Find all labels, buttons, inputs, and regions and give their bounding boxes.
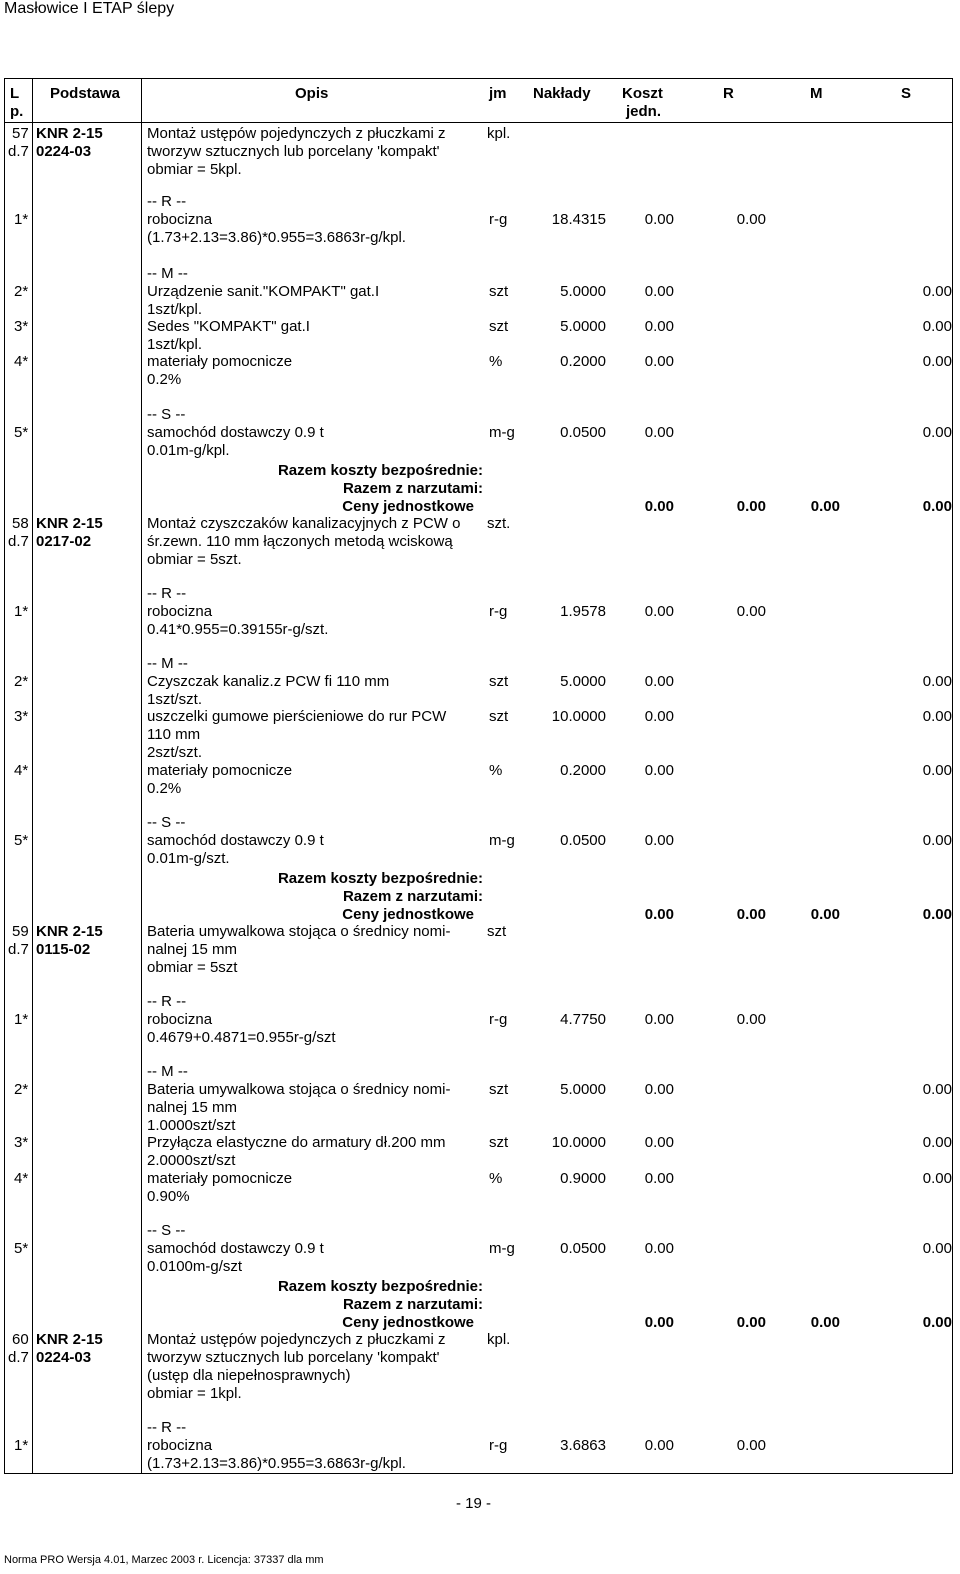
position-description: tworzyw sztucznych lub porcelany 'kompakt' bbox=[147, 1349, 440, 1366]
item-unit-cost: 0.00 bbox=[644, 424, 674, 441]
position-description: obmiar = 5szt bbox=[147, 959, 238, 976]
knr-number: 0115-02 bbox=[36, 941, 91, 958]
item-lp: 2* bbox=[14, 283, 29, 300]
item-value: 0.00 bbox=[922, 832, 952, 849]
position-ref: d.7 bbox=[8, 143, 29, 160]
item-value: 0.00 bbox=[922, 1170, 952, 1187]
item-lp: 5* bbox=[14, 424, 29, 441]
item-unit-cost: 0.00 bbox=[644, 673, 674, 690]
item-unit: % bbox=[489, 353, 503, 370]
item-unit: % bbox=[489, 1170, 503, 1187]
item-description: robocizna bbox=[147, 1437, 213, 1454]
item-description: 0.4679+0.4871=0.955r-g/szt bbox=[147, 1029, 336, 1046]
document-title: Masłowice I ETAP ślepy bbox=[4, 0, 175, 17]
item-unit: m-g bbox=[489, 1240, 515, 1257]
item-unit: m-g bbox=[489, 424, 515, 441]
item-value: 0.00 bbox=[922, 424, 952, 441]
item-quantity: 3.6863 bbox=[560, 1437, 606, 1454]
item-quantity: 5.0000 bbox=[560, 673, 606, 690]
item-description: samochód dostawczy 0.9 t bbox=[147, 424, 324, 441]
item-value: 0.00 bbox=[736, 1011, 766, 1028]
item-value: 0.00 bbox=[922, 1134, 952, 1151]
item-description: samochód dostawczy 0.9 t bbox=[147, 832, 324, 849]
position-number: 60 bbox=[12, 1331, 29, 1348]
position-ref: d.7 bbox=[8, 1349, 29, 1366]
item-description: Przyłącza elastyczne do armatury dł.200 mm bbox=[147, 1134, 446, 1151]
item-unit: r-g bbox=[489, 603, 508, 620]
item-value: 0.00 bbox=[922, 318, 952, 335]
knr-code: KNR 2-15 bbox=[36, 515, 103, 532]
item-description: Urządzenie sanit."KOMPAKT" gat.I bbox=[147, 283, 380, 300]
item-description: uszczelki gumowe pierścieniowe do rur PCW bbox=[147, 708, 447, 725]
position-ref: d.7 bbox=[8, 941, 29, 958]
item-description: 0.2% bbox=[147, 371, 182, 388]
summary-unit-prices: Ceny jednostkowe bbox=[342, 906, 474, 923]
item-description: Sedes "KOMPAKT" gat.I bbox=[147, 318, 310, 335]
section-marker-m: -- M -- bbox=[147, 655, 188, 672]
position-number: 58 bbox=[12, 515, 29, 532]
item-value: 0.00 bbox=[922, 1240, 952, 1257]
item-description: Bateria umywalkowa stojąca o średnicy nomi- bbox=[147, 1081, 451, 1098]
item-unit: szt bbox=[489, 283, 509, 300]
item-unit-cost: 0.00 bbox=[644, 211, 674, 228]
item-unit: szt bbox=[489, 1134, 509, 1151]
unit-price-value: 0.00 bbox=[810, 498, 840, 515]
item-value: 0.00 bbox=[736, 603, 766, 620]
page-number: - 19 - bbox=[456, 1495, 492, 1512]
item-lp: 1* bbox=[14, 211, 29, 228]
item-quantity: 5.0000 bbox=[560, 1081, 606, 1098]
item-unit-cost: 0.00 bbox=[644, 1437, 674, 1454]
position-ref: d.7 bbox=[8, 533, 29, 550]
item-lp: 1* bbox=[14, 1437, 29, 1454]
item-description: robocizna bbox=[147, 603, 213, 620]
item-lp: 3* bbox=[14, 1134, 29, 1151]
position-unit: kpl. bbox=[487, 125, 511, 142]
section-marker-s: -- S -- bbox=[147, 1222, 186, 1239]
item-unit-cost: 0.00 bbox=[644, 1081, 674, 1098]
item-quantity: 0.2000 bbox=[560, 353, 606, 370]
item-lp: 3* bbox=[14, 318, 29, 335]
knr-code: KNR 2-15 bbox=[36, 923, 103, 940]
section-marker-r: -- R -- bbox=[147, 993, 187, 1010]
item-quantity: 10.0000 bbox=[551, 708, 606, 725]
position-unit: szt bbox=[487, 923, 507, 940]
item-description: materiały pomocnicze bbox=[147, 762, 293, 779]
summary-unit-prices: Ceny jednostkowe bbox=[342, 1314, 474, 1331]
unit-price-value: 0.00 bbox=[810, 1314, 840, 1331]
summary-direct-costs: Razem koszty bezpośrednie: bbox=[277, 462, 483, 479]
item-unit: szt bbox=[489, 708, 509, 725]
item-unit-cost: 0.00 bbox=[644, 318, 674, 335]
item-description: materiały pomocnicze bbox=[147, 353, 293, 370]
item-description: 0.01m-g/kpl. bbox=[147, 442, 230, 459]
unit-price-value: 0.00 bbox=[644, 498, 674, 515]
section-marker-s: -- S -- bbox=[147, 814, 186, 831]
section-marker-m: -- M -- bbox=[147, 1063, 188, 1080]
item-lp: 5* bbox=[14, 1240, 29, 1257]
item-value: 0.00 bbox=[736, 211, 766, 228]
item-unit-cost: 0.00 bbox=[644, 1170, 674, 1187]
item-description: 2.0000szt/szt bbox=[147, 1152, 236, 1169]
summary-unit-prices: Ceny jednostkowe bbox=[342, 498, 474, 515]
position-description: obmiar = 1kpl. bbox=[147, 1385, 242, 1402]
item-lp: 1* bbox=[14, 603, 29, 620]
item-unit-cost: 0.00 bbox=[644, 1011, 674, 1028]
section-marker-r: -- R -- bbox=[147, 1419, 187, 1436]
item-unit: r-g bbox=[489, 1437, 508, 1454]
item-unit-cost: 0.00 bbox=[644, 708, 674, 725]
item-description: 1szt/kpl. bbox=[147, 336, 203, 353]
item-unit-cost: 0.00 bbox=[644, 1134, 674, 1151]
item-description: 1.0000szt/szt bbox=[147, 1117, 236, 1134]
item-description: 1szt/kpl. bbox=[147, 301, 203, 318]
unit-price-value: 0.00 bbox=[644, 1314, 674, 1331]
position-description: obmiar = 5szt. bbox=[147, 551, 242, 568]
item-lp: 3* bbox=[14, 708, 29, 725]
item-lp: 1* bbox=[14, 1011, 29, 1028]
item-description: 0.90% bbox=[147, 1188, 190, 1205]
position-description: (ustęp dla niepełnosprawnych) bbox=[147, 1367, 351, 1384]
item-quantity: 0.2000 bbox=[560, 762, 606, 779]
item-quantity: 0.0500 bbox=[560, 1240, 606, 1257]
position-description: tworzyw sztucznych lub porcelany 'kompakt' bbox=[147, 143, 440, 160]
item-description: materiały pomocnicze bbox=[147, 1170, 293, 1187]
item-value: 0.00 bbox=[922, 762, 952, 779]
item-description: (1.73+2.13=3.86)*0.955=3.6863r-g/kpl. bbox=[147, 229, 406, 246]
item-description: robocizna bbox=[147, 211, 213, 228]
summary-direct-costs: Razem koszty bezpośrednie: bbox=[277, 1278, 483, 1295]
summary-with-markup: Razem z narzutami: bbox=[342, 888, 483, 905]
unit-price-value: 0.00 bbox=[922, 1314, 952, 1331]
item-quantity: 0.0500 bbox=[560, 832, 606, 849]
position-description: śr.zewn. 110 mm łączonych metodą wciskową bbox=[147, 533, 453, 550]
item-unit-cost: 0.00 bbox=[644, 283, 674, 300]
item-unit-cost: 0.00 bbox=[644, 762, 674, 779]
section-marker-r: -- R -- bbox=[147, 585, 187, 602]
section-marker-m: -- M -- bbox=[147, 265, 188, 282]
item-quantity: 0.9000 bbox=[560, 1170, 606, 1187]
unit-price-value: 0.00 bbox=[922, 498, 952, 515]
item-description: 1szt/szt. bbox=[147, 691, 203, 708]
unit-price-value: 0.00 bbox=[736, 1314, 766, 1331]
item-value: 0.00 bbox=[736, 1437, 766, 1454]
footer-license: Norma PRO Wersja 4.01, Marzec 2003 r. Licencja: 37337 dla mm bbox=[4, 1554, 324, 1566]
unit-price-value: 0.00 bbox=[922, 906, 952, 923]
item-lp: 4* bbox=[14, 1170, 29, 1187]
unit-price-value: 0.00 bbox=[736, 498, 766, 515]
item-lp: 2* bbox=[14, 673, 29, 690]
section-marker-r: -- R -- bbox=[147, 193, 187, 210]
position-number: 59 bbox=[12, 923, 29, 940]
position-number: 57 bbox=[12, 125, 29, 142]
item-description: 0.41*0.955=0.39155r-g/szt. bbox=[147, 621, 329, 638]
position-description: nalnej 15 mm bbox=[147, 941, 238, 958]
unit-price-value: 0.00 bbox=[810, 906, 840, 923]
item-lp: 2* bbox=[14, 1081, 29, 1098]
item-description: nalnej 15 mm bbox=[147, 1099, 238, 1116]
item-unit: szt bbox=[489, 1081, 509, 1098]
item-description: Czyszczak kanaliz.z PCW fi 110 mm bbox=[147, 673, 390, 690]
unit-price-value: 0.00 bbox=[736, 906, 766, 923]
knr-number: 0217-02 bbox=[36, 533, 92, 550]
position-description: Montaż ustępów pojedynczych z płuczkami z bbox=[147, 1331, 446, 1348]
item-value: 0.00 bbox=[922, 673, 952, 690]
item-quantity: 18.4315 bbox=[551, 211, 606, 228]
item-value: 0.00 bbox=[922, 1081, 952, 1098]
summary-direct-costs: Razem koszty bezpośrednie: bbox=[277, 870, 483, 887]
item-unit-cost: 0.00 bbox=[644, 832, 674, 849]
item-unit: szt bbox=[489, 318, 509, 335]
position-description: obmiar = 5kpl. bbox=[147, 161, 242, 178]
item-description: 110 mm bbox=[147, 726, 201, 743]
section-marker-s: -- S -- bbox=[147, 406, 186, 423]
knr-number: 0224-03 bbox=[36, 1349, 92, 1366]
knr-number: 0224-03 bbox=[36, 143, 92, 160]
item-unit: m-g bbox=[489, 832, 515, 849]
item-description: samochód dostawczy 0.9 t bbox=[147, 1240, 324, 1257]
item-value: 0.00 bbox=[922, 353, 952, 370]
item-quantity: 1.9578 bbox=[560, 603, 606, 620]
unit-price-value: 0.00 bbox=[644, 906, 674, 923]
summary-with-markup: Razem z narzutami: bbox=[342, 1296, 483, 1313]
position-unit: szt. bbox=[487, 515, 511, 532]
item-description: 0.01m-g/szt. bbox=[147, 850, 230, 867]
item-unit: r-g bbox=[489, 211, 508, 228]
item-description: robocizna bbox=[147, 1011, 213, 1028]
item-description: 0.0100m-g/szt bbox=[147, 1258, 243, 1275]
item-quantity: 10.0000 bbox=[551, 1134, 606, 1151]
knr-code: KNR 2-15 bbox=[36, 125, 103, 142]
item-lp: 4* bbox=[14, 762, 29, 779]
item-unit: szt bbox=[489, 673, 509, 690]
item-lp: 5* bbox=[14, 832, 29, 849]
position-unit: kpl. bbox=[487, 1331, 511, 1348]
item-quantity: 0.0500 bbox=[560, 424, 606, 441]
item-quantity: 5.0000 bbox=[560, 283, 606, 300]
item-description: (1.73+2.13=3.86)*0.955=3.6863r-g/kpl. bbox=[147, 1455, 406, 1472]
item-unit-cost: 0.00 bbox=[644, 353, 674, 370]
item-description: 2szt/szt. bbox=[147, 744, 203, 761]
knr-code: KNR 2-15 bbox=[36, 1331, 103, 1348]
item-unit: r-g bbox=[489, 1011, 508, 1028]
item-unit-cost: 0.00 bbox=[644, 603, 674, 620]
item-quantity: 5.0000 bbox=[560, 318, 606, 335]
item-unit: % bbox=[489, 762, 503, 779]
position-description: Montaż ustępów pojedynczych z płuczkami z bbox=[147, 125, 446, 142]
item-lp: 4* bbox=[14, 353, 29, 370]
item-value: 0.00 bbox=[922, 708, 952, 725]
item-description: 0.2% bbox=[147, 780, 182, 797]
position-description: Bateria umywalkowa stojąca o średnicy nomi- bbox=[147, 923, 451, 940]
position-description: Montaż czyszczaków kanalizacyjnych z PCW o bbox=[147, 515, 461, 532]
summary-with-markup: Razem z narzutami: bbox=[342, 480, 483, 497]
item-unit-cost: 0.00 bbox=[644, 1240, 674, 1257]
item-value: 0.00 bbox=[922, 283, 952, 300]
item-quantity: 4.7750 bbox=[560, 1011, 606, 1028]
